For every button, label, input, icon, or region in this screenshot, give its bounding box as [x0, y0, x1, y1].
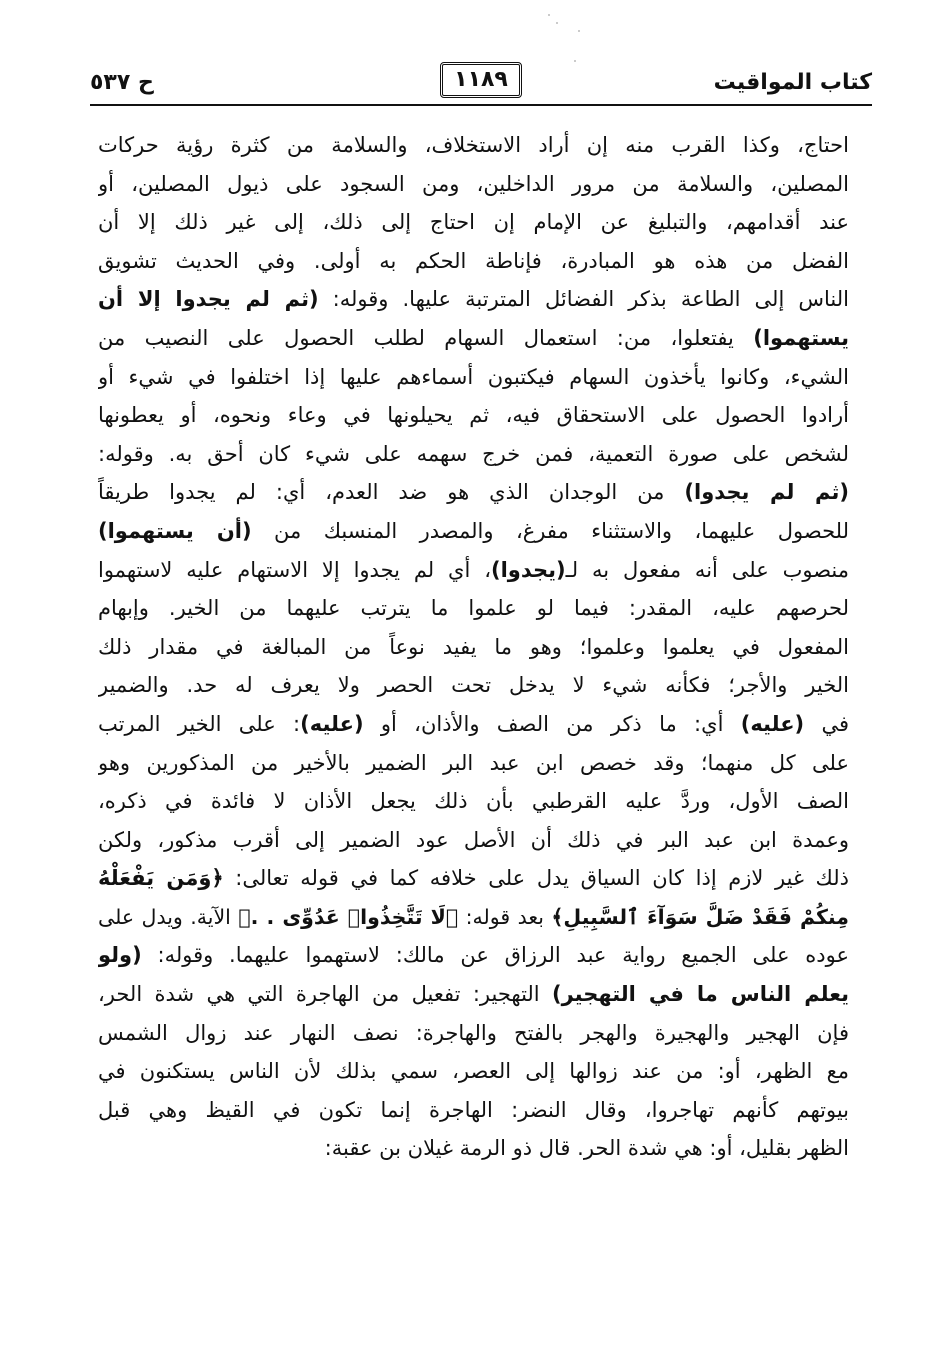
bold-quote-segment: (ولو [98, 943, 142, 968]
text-segment: : على الخير المرتب [98, 711, 301, 736]
page-reference: ح ٥٣٧ [90, 70, 154, 95]
bold-quote-segment: (يجدوا) [490, 557, 566, 582]
text-segment: أرادوا الحصول على الاستحقاق فيه، ثم يحيلونها في وعاء ونحوه، أو يعطونها [98, 403, 849, 428]
text-line [98, 744, 849, 783]
text-line [98, 165, 849, 204]
text-segment: الآية. ويدل على [98, 904, 239, 929]
bold-quote-segment: (أن يستهموا) [98, 518, 252, 543]
text-segment: احتاج، وكذا القرب منه إن أراد الاستخلاف، والسلامة من كثرة رؤية حركات [98, 133, 849, 157]
text-segment: لحرصهم عليه، المقدر: فيما لو علموا ما يترتب عليهما من الخير. وإبهام [98, 596, 849, 621]
text-line [98, 319, 849, 358]
bold-quote-segment: مِنكُمْ فَقَدْ ضَلَّ سَوَآءَ ٱلسَّبِيلِ﴾ [551, 904, 849, 929]
commentary-text [98, 126, 849, 1168]
scan-speck [556, 22, 558, 24]
text-line [98, 782, 849, 821]
text-segment: الظهر بقليل، أو: هي شدة الحر. قال ذو الرمة غيلان بن عقبة: [324, 1136, 849, 1161]
scan-speck [578, 30, 580, 32]
text-segment: عند أقدامهم، والتبليغ عن الإمام إن احتاج إلى ذلك، إلى غير ذلك إلا أن [98, 210, 849, 235]
text-segment: الصف الأول، وردَّ عليه القرطبي بأن ذلك يجعل الأذان لا فائدة في ذكره، [98, 789, 849, 814]
text-segment: للحصول عليهما، والاستثناء مفرغ، والمصدر المنسبك من [251, 518, 849, 543]
text-segment: يفتعلوا، من: استعمال السهام لطلب الحصول على النصيب من [98, 325, 754, 350]
text-line [98, 512, 849, 551]
hadith-number-box [440, 62, 522, 98]
bold-quote-segment: ﴿لَا تَتَّخِذُوا۟ عَدُوِّى . .﴾ [238, 904, 459, 929]
text-segment: بعد قوله: [458, 904, 552, 929]
book-title: كتاب المواقيت [713, 70, 872, 95]
text-segment: المفعول في يعلموا وعلموا؛ وهو ما يفيد نوعاً من المبالغة في مقدار ذلك [98, 634, 849, 659]
text-segment: الفضل من هذه هو المبادرة، فإناطة الحكم به أولى. وفي الحديث تشويق [98, 248, 849, 273]
text-line [98, 242, 849, 281]
page-header [90, 62, 872, 104]
text-line [98, 1129, 849, 1168]
header-rule [90, 104, 872, 106]
text-segment: أي: ما ذكر من الصف والأذان، أو [363, 711, 741, 736]
text-line [98, 396, 849, 435]
text-segment: عوده على الجميع رواية عبد الرزاق عن مالك: لاستهموا عليهما. وقوله: [141, 943, 849, 968]
bold-quote-segment: (عليه) [300, 711, 364, 736]
bold-quote-segment: (ثم لم يجدوا إلا أن [98, 287, 319, 312]
text-line [98, 666, 849, 705]
text-line [98, 126, 849, 165]
text-segment: المصلين، والسلامة من مرور الداخلين، ومن السجود على ذيول المصلين، أو [98, 171, 849, 196]
text-segment: الشيء، وكانوا يأخذون السهام فيكتبون أسماءهم عليها إذا اختلفوا في شيء أو [98, 364, 849, 389]
text-line [98, 975, 849, 1014]
text-segment: في [804, 711, 849, 736]
text-segment: على كل منهما؛ وقد خصص ابن عبد البر الضمير بالأخير من المذكورين وهو [98, 750, 849, 775]
text-segment: وعمدة ابن عبد البر في ذلك أن الأصل عود الضمير إلى أقرب مذكور، ولكن [98, 827, 849, 852]
text-segment: الناس إلى الطاعة بذكر الفضائل المترتبة عليها. وقوله: [318, 287, 849, 312]
text-line [98, 358, 849, 397]
text-line [98, 936, 849, 975]
text-line [98, 859, 849, 898]
bold-quote-segment: (عليه) [740, 711, 805, 736]
text-segment: مع الظهر، أو: من عند زوالها إلى العصر، سمي بذلك لأن الناس يستكنون في [98, 1059, 849, 1084]
text-line [98, 1091, 849, 1130]
bold-quote-segment: يعلم الناس ما في التهجير) [551, 982, 849, 1007]
text-segment: من الوجدان الذي هو ضد العدم، أي: لم يجدوا طريقاً [98, 480, 685, 505]
text-segment: التهجير: تفعيل من الهاجرة التي هي شدة الحر، [98, 982, 552, 1007]
bold-quote-segment: (ثم لم يجدوا) [684, 480, 849, 505]
text-line [98, 628, 849, 667]
text-line [98, 551, 849, 590]
text-line [98, 705, 849, 744]
text-line [98, 1052, 849, 1091]
hadith-number: ١١٨٩ [454, 67, 508, 92]
text-line [98, 435, 849, 474]
text-segment: ، أي لم يجدوا إلا الاستهام عليه لاستهموا [98, 557, 491, 582]
text-line [98, 473, 849, 512]
text-line [98, 280, 849, 319]
text-line [98, 203, 849, 242]
text-segment: الخير والأجر؛ فكأنه شيء لا يدخل تحت الحصر ولا يعرف له حد. والضمير [98, 673, 849, 698]
text-segment: لشخص على صورة التعمية، فمن خرج سهمه على شيء كان أحق به. وقوله: [98, 441, 849, 466]
text-segment: بيوتهم كأنهم تهاجروا، وقال النضر: الهاجرة إنما تكون في القيظ وهي قبل [98, 1097, 849, 1122]
text-segment: فإن الهجير والهجيرة والهجر بالفتح والهاجرة: نصف النهار عند زوال الشمس [98, 1020, 849, 1045]
bold-quote-segment: يستهموا) [753, 325, 849, 350]
text-line [98, 898, 849, 937]
text-line [98, 589, 849, 628]
text-line [98, 1014, 849, 1053]
scan-speck [548, 14, 550, 16]
text-line [98, 821, 849, 860]
text-segment: ذلك غير لازم إذا كان السياق يدل على خلافه كما في قوله تعالى: [223, 866, 849, 891]
bold-quote-segment: ﴿وَمَن يَفْعَلْهُ [98, 866, 224, 891]
text-segment: منصوب على أنه مفعول به لـ [565, 557, 849, 582]
